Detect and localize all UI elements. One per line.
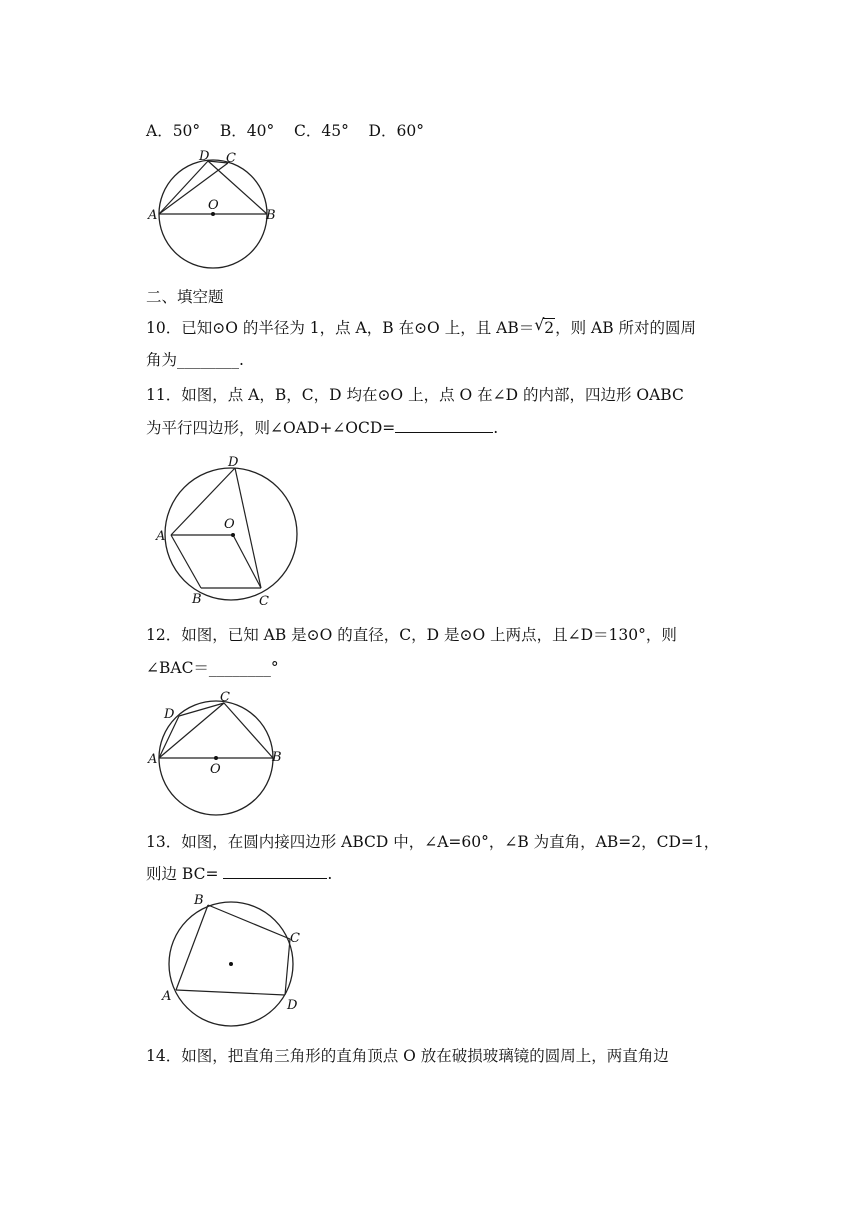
q10-text-pre: 10．已知⊙O 的半径为 1，点 A，B 在⊙O 上，且 AB＝ bbox=[146, 319, 535, 337]
choice-c: C．45° bbox=[293, 122, 349, 140]
q12-label-b: B bbox=[272, 750, 282, 765]
q11-label-o: O bbox=[224, 517, 235, 532]
q13-label-d: D bbox=[287, 998, 298, 1013]
q9-label-c: C bbox=[226, 151, 236, 166]
q11-text-pre: 为平行四边形，则∠OAD+∠OCD= bbox=[146, 419, 396, 437]
choice-d: D．60° bbox=[368, 122, 424, 140]
sqrt-symbol: √ 2 bbox=[534, 315, 555, 337]
q9-label-b: B bbox=[266, 208, 276, 223]
q13-label-c: C bbox=[290, 931, 300, 946]
q13-label-a: A bbox=[162, 989, 172, 1004]
q12-label-a: A bbox=[148, 752, 158, 767]
q13-figure bbox=[146, 888, 316, 1028]
q10-sqrt-value: 2 bbox=[544, 319, 555, 337]
q10-text-post: ，则 AB 所对的圆周 bbox=[555, 319, 697, 337]
q11-text-post: . bbox=[493, 419, 499, 437]
q12-label-d: D bbox=[164, 707, 175, 722]
q11-label-b: B bbox=[192, 592, 202, 607]
q13-answer-blank bbox=[223, 864, 327, 879]
q12-label-o: O bbox=[210, 762, 221, 777]
q13-line2 bbox=[146, 864, 332, 884]
q12-label-c: C bbox=[220, 690, 230, 705]
q11-label-d: D bbox=[228, 455, 239, 470]
choice-b: B．40° bbox=[219, 122, 275, 140]
q13-line1: 13．如图，在圆内接四边形 ABCD 中，∠A=60°，∠B 为直角，AB=2，CD=1， bbox=[146, 833, 720, 851]
q9-choices bbox=[146, 121, 424, 141]
q9-label-o: O bbox=[208, 198, 219, 213]
q9-label-d: D bbox=[199, 149, 210, 164]
q11-answer-blank bbox=[395, 418, 493, 433]
q10-line2: 角为________. bbox=[146, 351, 244, 369]
q12-figure bbox=[146, 688, 291, 818]
q11-label-a: A bbox=[156, 529, 166, 544]
choice-a: A．50° bbox=[146, 122, 201, 140]
q10-line1 bbox=[146, 315, 697, 338]
q13-text-post: . bbox=[327, 865, 333, 883]
q11-line2 bbox=[146, 418, 498, 438]
section-title: 二、填空题 bbox=[146, 288, 224, 306]
q13-label-b: B bbox=[194, 893, 204, 908]
q11-label-c: C bbox=[259, 594, 269, 609]
q12-line1: 12．如图，已知 AB 是⊙O 的直径，C，D 是⊙O 上两点，且∠D＝130°，则 bbox=[146, 626, 677, 644]
q9-label-a: A bbox=[148, 208, 158, 223]
q11-figure bbox=[146, 450, 306, 610]
q9-figure bbox=[146, 148, 286, 273]
q13-text-pre: 则边 BC= bbox=[146, 865, 224, 883]
q14-line1: 14．如图，把直角三角形的直角顶点 O 放在破损玻璃镜的圆周上，两直角边 bbox=[146, 1047, 669, 1065]
q11-line1: 11．如图，点 A，B，C，D 均在⊙O 上，点 O 在∠D 的内部，四边形 OABC bbox=[146, 386, 684, 404]
q12-line2: ∠BAC＝________° bbox=[146, 659, 279, 677]
